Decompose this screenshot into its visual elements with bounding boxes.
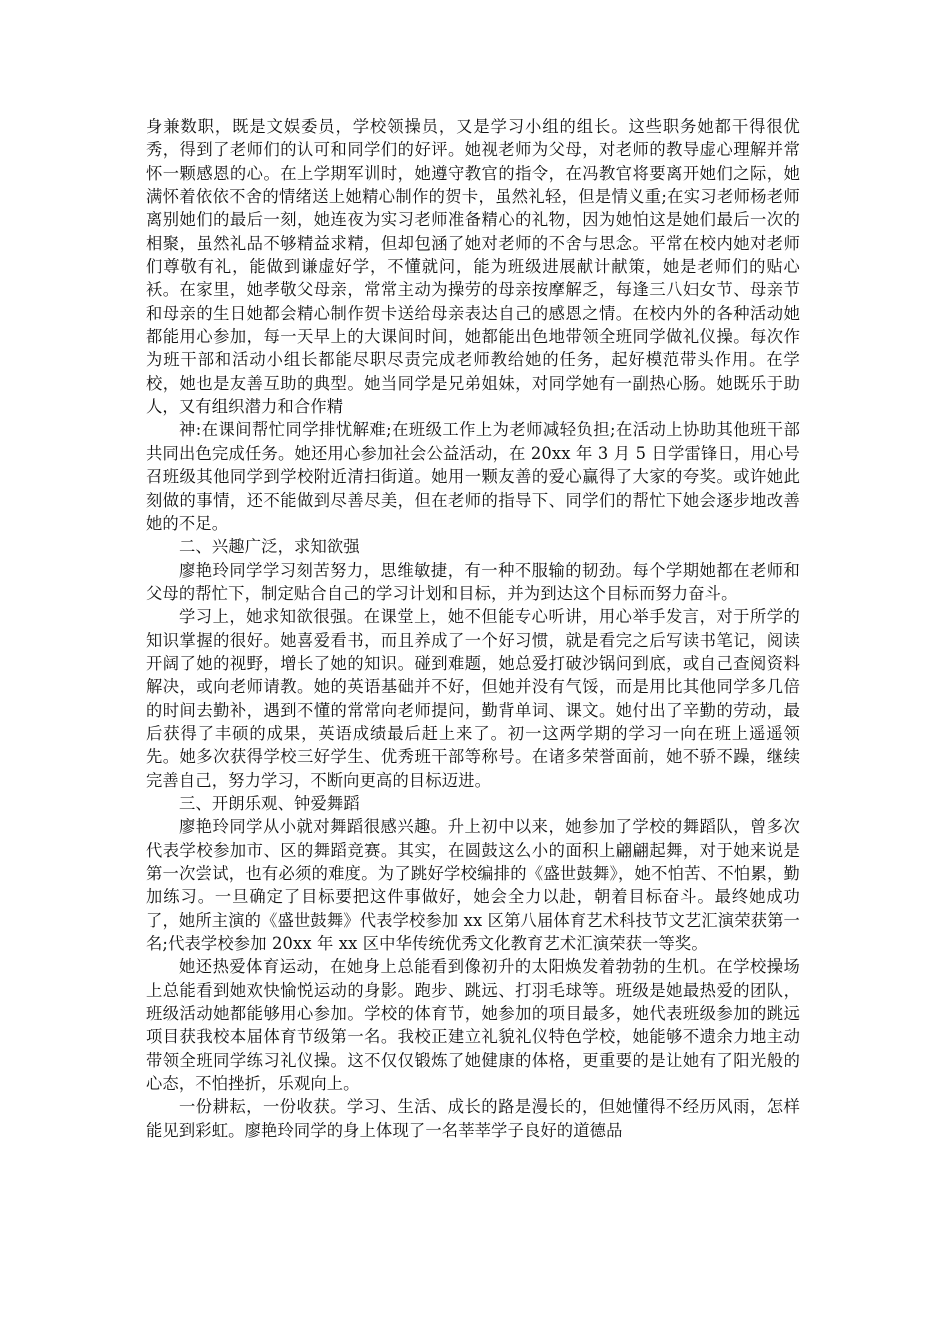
section-heading-dance: 三、开朗乐观、钟爱舞蹈 xyxy=(179,793,360,813)
paragraph-study-goals: 廖艳玲同学学习刻苦努力，思维敏捷，有一种不服输的韧劲。每个学期她都在老师和父母的帮忙下，制定贴合自己的学习计划和目标，并为到达这个目标而努力奋斗。 xyxy=(146,560,800,603)
paragraph-learning: 学习上，她求知欲很强。在课堂上，她不但能专心听讲，用心举手发言，对于所学的知识掌握的很好。她喜爱看书，而且养成了一个好习惯，就是看完之后写读书笔记，阅读开阔了她的视野，增长了她的知识。碰到难题，她总爱打破沙锅问到底，或自己查阅资料解决，或向老师请教。她的英语基础并不好，但她并没有气馁，而是用比其他同学多几倍的时间去勤补，遇到不懂的常常向老师提问，勤背单词、课文。她付出了辛勤的劳动，最后获得了丰硕的成果，英语成绩最后赶上来了。初一这两学期的学习一向在班上遥遥领先。她多次获得学校三好学生、优秀班干部等称号。在诸多荣誉面前，她不骄不躁，继续完善自己，努力学习，不断向更高的目标迈进。 xyxy=(146,607,800,790)
document-body xyxy=(146,115,800,1142)
paragraph-merits-and-virtues: 身兼数职，既是文娱委员，学校领操员，又是学习小组的组长。这些职务她都干得很优秀，得到了老师们的认可和同学们的好评。她视老师为父母，对老师的教导虚心理解并常怀一颗感恩的心。在上学期军训时，她遵守教官的指令，在冯教官将要离开她们之际，她满怀着依依不舍的情绪送上她精心制作的贺卡，虽然礼轻，但是情义重;在实习老师杨老师离别她们的最后一刻，她连夜为实习老师准备精心的礼物，因为她怕这是她们最后一次的相聚，虽然礼品不够精益求精，但却包涵了她对老师的不舍与思念。平常在校内她对老师们尊敬有礼，能做到谦虚好学，不懂就问，能为班级进展献计献策，她是老师们的贴心袄。在家里，她孝敬父母亲，常常主动为操劳的母亲按摩解乏，每逢三八妇女节、母亲节和母亲的生日她都会精心制作贺卡送给母亲表达自己的感恩之情。在校内外的各种活动她都能用心参加，每一天早上的大课间时间，她都能出色地带领全班同学做礼仪操。每次作为班干部和活动小组长都能尽职尽责完成老师教给她的任务，起好模范带头作用。在学校，她也是友善互助的典型。她当同学是兄弟姐妹，对同学她有一副热心肠。她既乐于助人，又有组织潜力和合作精 xyxy=(146,117,800,417)
paragraph-teamwork: 神:在课间帮忙同学排忧解难;在班级工作上为老师减轻负担;在活动上协助其他班干部共同出色完成任务。她还用心参加社会公益活动，在 20xx 年 3 月 5 日学雷锋日，用心号召班级其他同学到学校附近清扫街道。她用一颗友善的爱心赢得了大家的夸奖。或许她此刻做的事情，还不能做到尽善尽美，但在老师的指导下、同学们的帮忙下她会逐步地改善她的不足。 xyxy=(146,420,800,533)
section-heading-interests: 二、兴趣广泛，求知欲强 xyxy=(179,537,360,557)
paragraph-conclusion: 一份耕耘，一份收获。学习、生活、成长的路是漫长的，但她懂得不经历风雨，怎样能见到彩虹。廖艳玲同学的身上体现了一名莘莘学子良好的道德品 xyxy=(146,1097,800,1140)
paragraph-dance: 廖艳玲同学从小就对舞蹈很感兴趣。升上初中以来，她参加了学校的舞蹈队，曾多次代表学校参加市、区的舞蹈竞赛。其实，在圆鼓这么小的面积上翩翩起舞，对于她来说是第一次尝试，也有必须的难度。为了跳好学校编排的《盛世鼓舞》，她不怕苦、不怕累，勤加练习。一旦确定了目标要把这件事做好，她会全力以赴，朝着目标奋斗。最终她成功了，她所主演的《盛世鼓舞》代表学校参加 xx 区第八届体育艺术科技节文艺汇演荣获第一名;代表学校参加 20xx 年 xx 区中华传统优秀文化教育艺术汇演荣获一等奖。 xyxy=(146,817,800,954)
paragraph-sports: 她还热爱体育运动，在她身上总能看到像初升的太阳焕发着勃勃的生机。在学校操场上总能看到她欢快愉悦运动的身影。跑步、跳远、打羽毛球等。班级是她最热爱的团队，班级活动她都能够用心参加。学校的体育节，她参加的项目最多，她代表班级参加的跳远项目获我校本届体育节级第一名。我校正建立礼貌礼仪特色学校，她能够不遗余力地主动带领全班同学练习礼仪操。这不仅仅锻炼了她健康的体格，更重要的是让她有了阳光般的心态，不怕挫折，乐观向上。 xyxy=(146,957,800,1094)
document-page xyxy=(146,0,806,1344)
